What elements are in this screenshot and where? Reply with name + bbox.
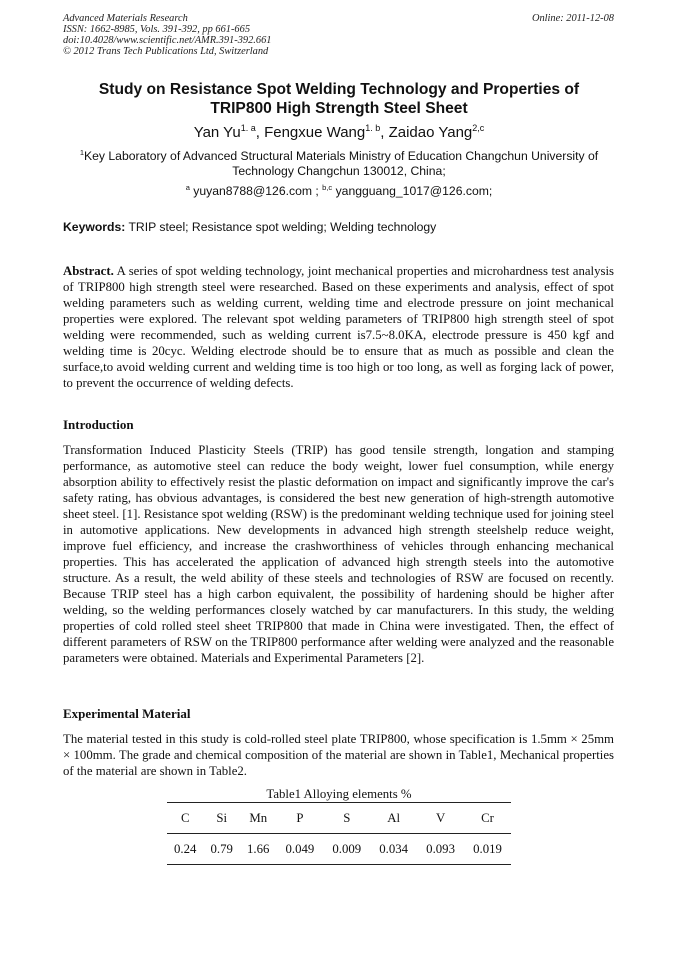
email-marker: b,c — [322, 183, 333, 192]
affiliation — [63, 149, 615, 179]
affiliation-marker: 1 — [79, 148, 84, 157]
journal-info-line: ISSN: 1662-8985, Vols. 391-392, pp 661-665 — [63, 24, 251, 35]
table-row — [167, 834, 511, 865]
author-emails — [63, 184, 615, 199]
section-heading-introduction: Introduction — [63, 417, 134, 432]
title-line: Study on Resistance Spot Welding Technology and Properties of — [98, 81, 580, 98]
keywords-label: Keywords: — [63, 220, 126, 234]
column-header: V — [435, 810, 446, 825]
email-address: yuyan8788@126.com ; — [189, 184, 323, 198]
journal-info — [63, 13, 271, 57]
keywords — [63, 220, 615, 235]
table-cell: 0.009 — [332, 841, 362, 856]
column-header: Si — [216, 810, 228, 825]
table-cell: 0.093 — [426, 841, 455, 856]
affiliation-text: Key Laboratory of Advanced Structural Materials Ministry of Education Changchun University of Technology Changchun 130012, China; — [84, 149, 599, 178]
alloying-elements-table — [167, 802, 511, 865]
column-header: P — [296, 810, 304, 825]
online-date: Online: 2011-12-08 — [531, 13, 614, 24]
abstract-label: Abstract. — [63, 264, 114, 278]
table-cell: 0.24 — [174, 841, 197, 856]
column-header: Cr — [481, 810, 494, 825]
author-marker: 2,c — [472, 123, 485, 133]
experimental-body: The material tested in this study is cold-rolled steel plate TRIP800, whose specification is 1.5mm × 25mm × 100mm. The grade and chemical composition of the material are shown in Table1, Mechanical properties of the material are shown in Table2. — [63, 732, 614, 778]
abstract-text: A series of spot welding technology, joint mechanical properties and microhardness test analysis of TRIP800 high strength steel were researched. Based on these experiments and analysis, effect of spot welding parameters such as welding current, welding time and electrode pressure on joint mechanical properties were explored. The relevant spot welding parameters of TRIP800 high strength steel of spot welding were recommended, such as welding current is7.5~8.0KA, electrode pressure is 450 kgf and welding time is 20cyc. Welding electrode should be to ensure that as much as possible and clean the surface,to avoid welding current and welding time is too high or too long, as well as forging lack of power, to prevent the occurrence of welding defects. — [63, 264, 614, 390]
email-marker: a — [185, 183, 190, 192]
column-header: Mn — [249, 810, 268, 825]
column-header: C — [180, 810, 190, 825]
author-marker: 1. a — [240, 123, 256, 133]
table-cell: 0.034 — [379, 841, 409, 856]
author-name: Zaidao Yang — [388, 124, 473, 141]
author-marker: 1. b — [365, 123, 381, 133]
author-separator: , — [380, 124, 389, 141]
abstract — [63, 263, 614, 391]
table-caption: Table1 Alloying elements % — [266, 787, 412, 801]
title-line: TRIP800 High Strength Steel Sheet — [210, 100, 468, 117]
table-cell: 0.79 — [210, 841, 233, 856]
author-separator: , — [255, 124, 265, 141]
paper-title — [60, 80, 618, 118]
column-header: S — [343, 810, 351, 825]
table-cell: 1.66 — [247, 841, 270, 856]
table1 — [167, 786, 511, 865]
journal-info-line: Advanced Materials Research — [63, 13, 188, 24]
table-header-row — [167, 803, 511, 834]
section-heading-experimental-material: Experimental Material — [63, 706, 191, 721]
journal-info-line: © 2012 Trans Tech Publications Ltd, Switzerland — [63, 46, 269, 57]
author-name: Fengxue Wang — [264, 124, 366, 141]
journal-info-line: doi:10.4028/www.scientific.net/AMR.391-392.661 — [63, 35, 272, 46]
introduction-body: Transformation Induced Plasticity Steels (TRIP) has good tensile strength, longation and stamping performance, as automotive steel can reduce the body weight, lower fuel consumption, while energy absorption ability to effectively resist the plastic deformation on impact and significantly improve the car's safety rating, has obvious advantages, is considered the best new generation of high-strength automotive sheet steel. [1]. Resistance spot welding (RSW) is the predominant welding technique used for joining steel in automotive applications. New developments in advanced high strength steelshelp reduce weight, improve fuel efficiency, and increase the crashworthiness of vehicles through enhancing mechanical properties. This has accelerated the application of advanced high strength steels into the automotive structure. As a result, the weld ability of these steels and technologies of RSW are focused on recently. Because TRIP steel has a high carbon equivalent, the possibility of hardening should be higher after welding, so the welding performances closely watched by car manufacturers. In this study, the welding properties of cold rolled steel sheet TRIP800 that made in China were investigated. Then, the effect of different parameters of RSW on the TRIP800 performance after welding were analyzed and the reasonable parameters were obtained. Materials and Experimental Parameters [2]. — [63, 443, 614, 665]
email-address: yangguang_1017@126.com; — [332, 184, 493, 198]
table-cell: 0.049 — [285, 841, 315, 856]
author-name: Yan Yu — [193, 124, 241, 141]
table-cell: 0.019 — [473, 841, 502, 856]
author-list — [60, 123, 618, 143]
keywords-text: TRIP steel; Resistance spot welding; Welding technology — [125, 220, 437, 234]
column-header: Al — [387, 810, 401, 825]
